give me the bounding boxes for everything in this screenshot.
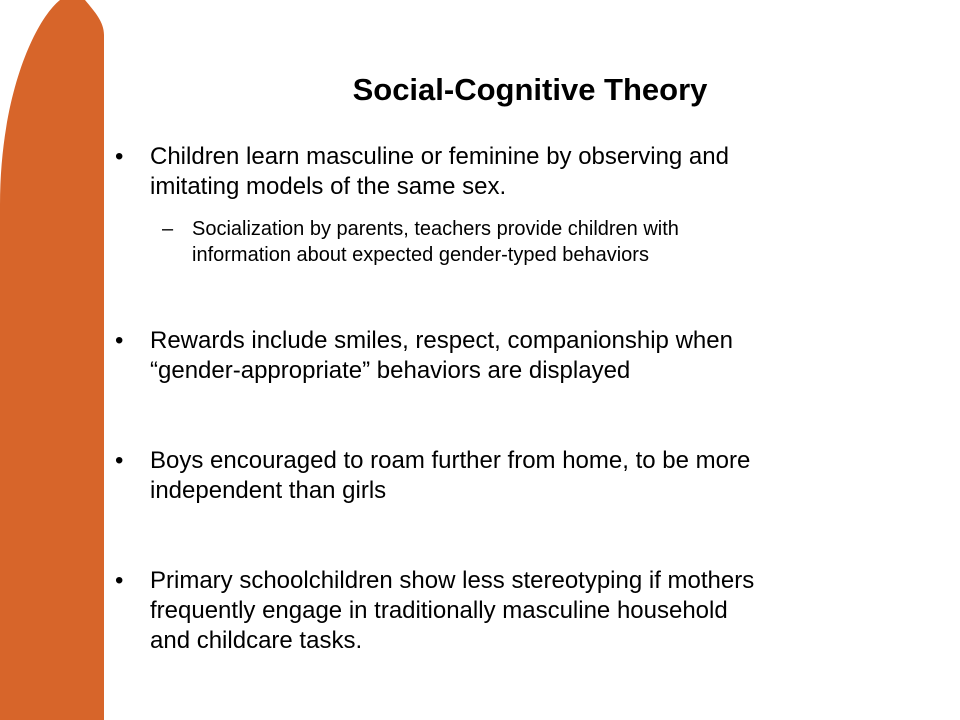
bullet-item	[115, 326, 955, 390]
bullet-item	[115, 446, 955, 510]
slide-title: Social-Cognitive Theory	[352, 72, 708, 107]
bullet-text: Primary schoolchildren show less stereotyping if mothers frequently engage in traditionally masculine household and childcare tasks.	[150, 567, 755, 654]
bullet-item	[115, 142, 955, 206]
bullet-item	[115, 566, 955, 662]
bullet-text: Boys encouraged to roam further from home, to be more independent than girls	[150, 447, 751, 504]
bullet-marker: •	[115, 447, 124, 474]
bullet-marker: •	[115, 143, 124, 170]
bullet-marker: •	[115, 567, 124, 594]
sub-bullet-item	[162, 216, 952, 272]
bullet-text: Rewards include smiles, respect, companionship when “gender-appropriate” behaviors are displayed	[150, 327, 733, 384]
sub-bullet-marker: –	[162, 218, 174, 240]
bullet-marker: •	[115, 327, 124, 354]
sub-bullet-text: Socialization by parents, teachers provide children with information about expected gender-typed behaviors	[192, 218, 679, 266]
bullet-text: Children learn masculine or feminine by observing and imitating models of the same sex.	[150, 143, 729, 200]
